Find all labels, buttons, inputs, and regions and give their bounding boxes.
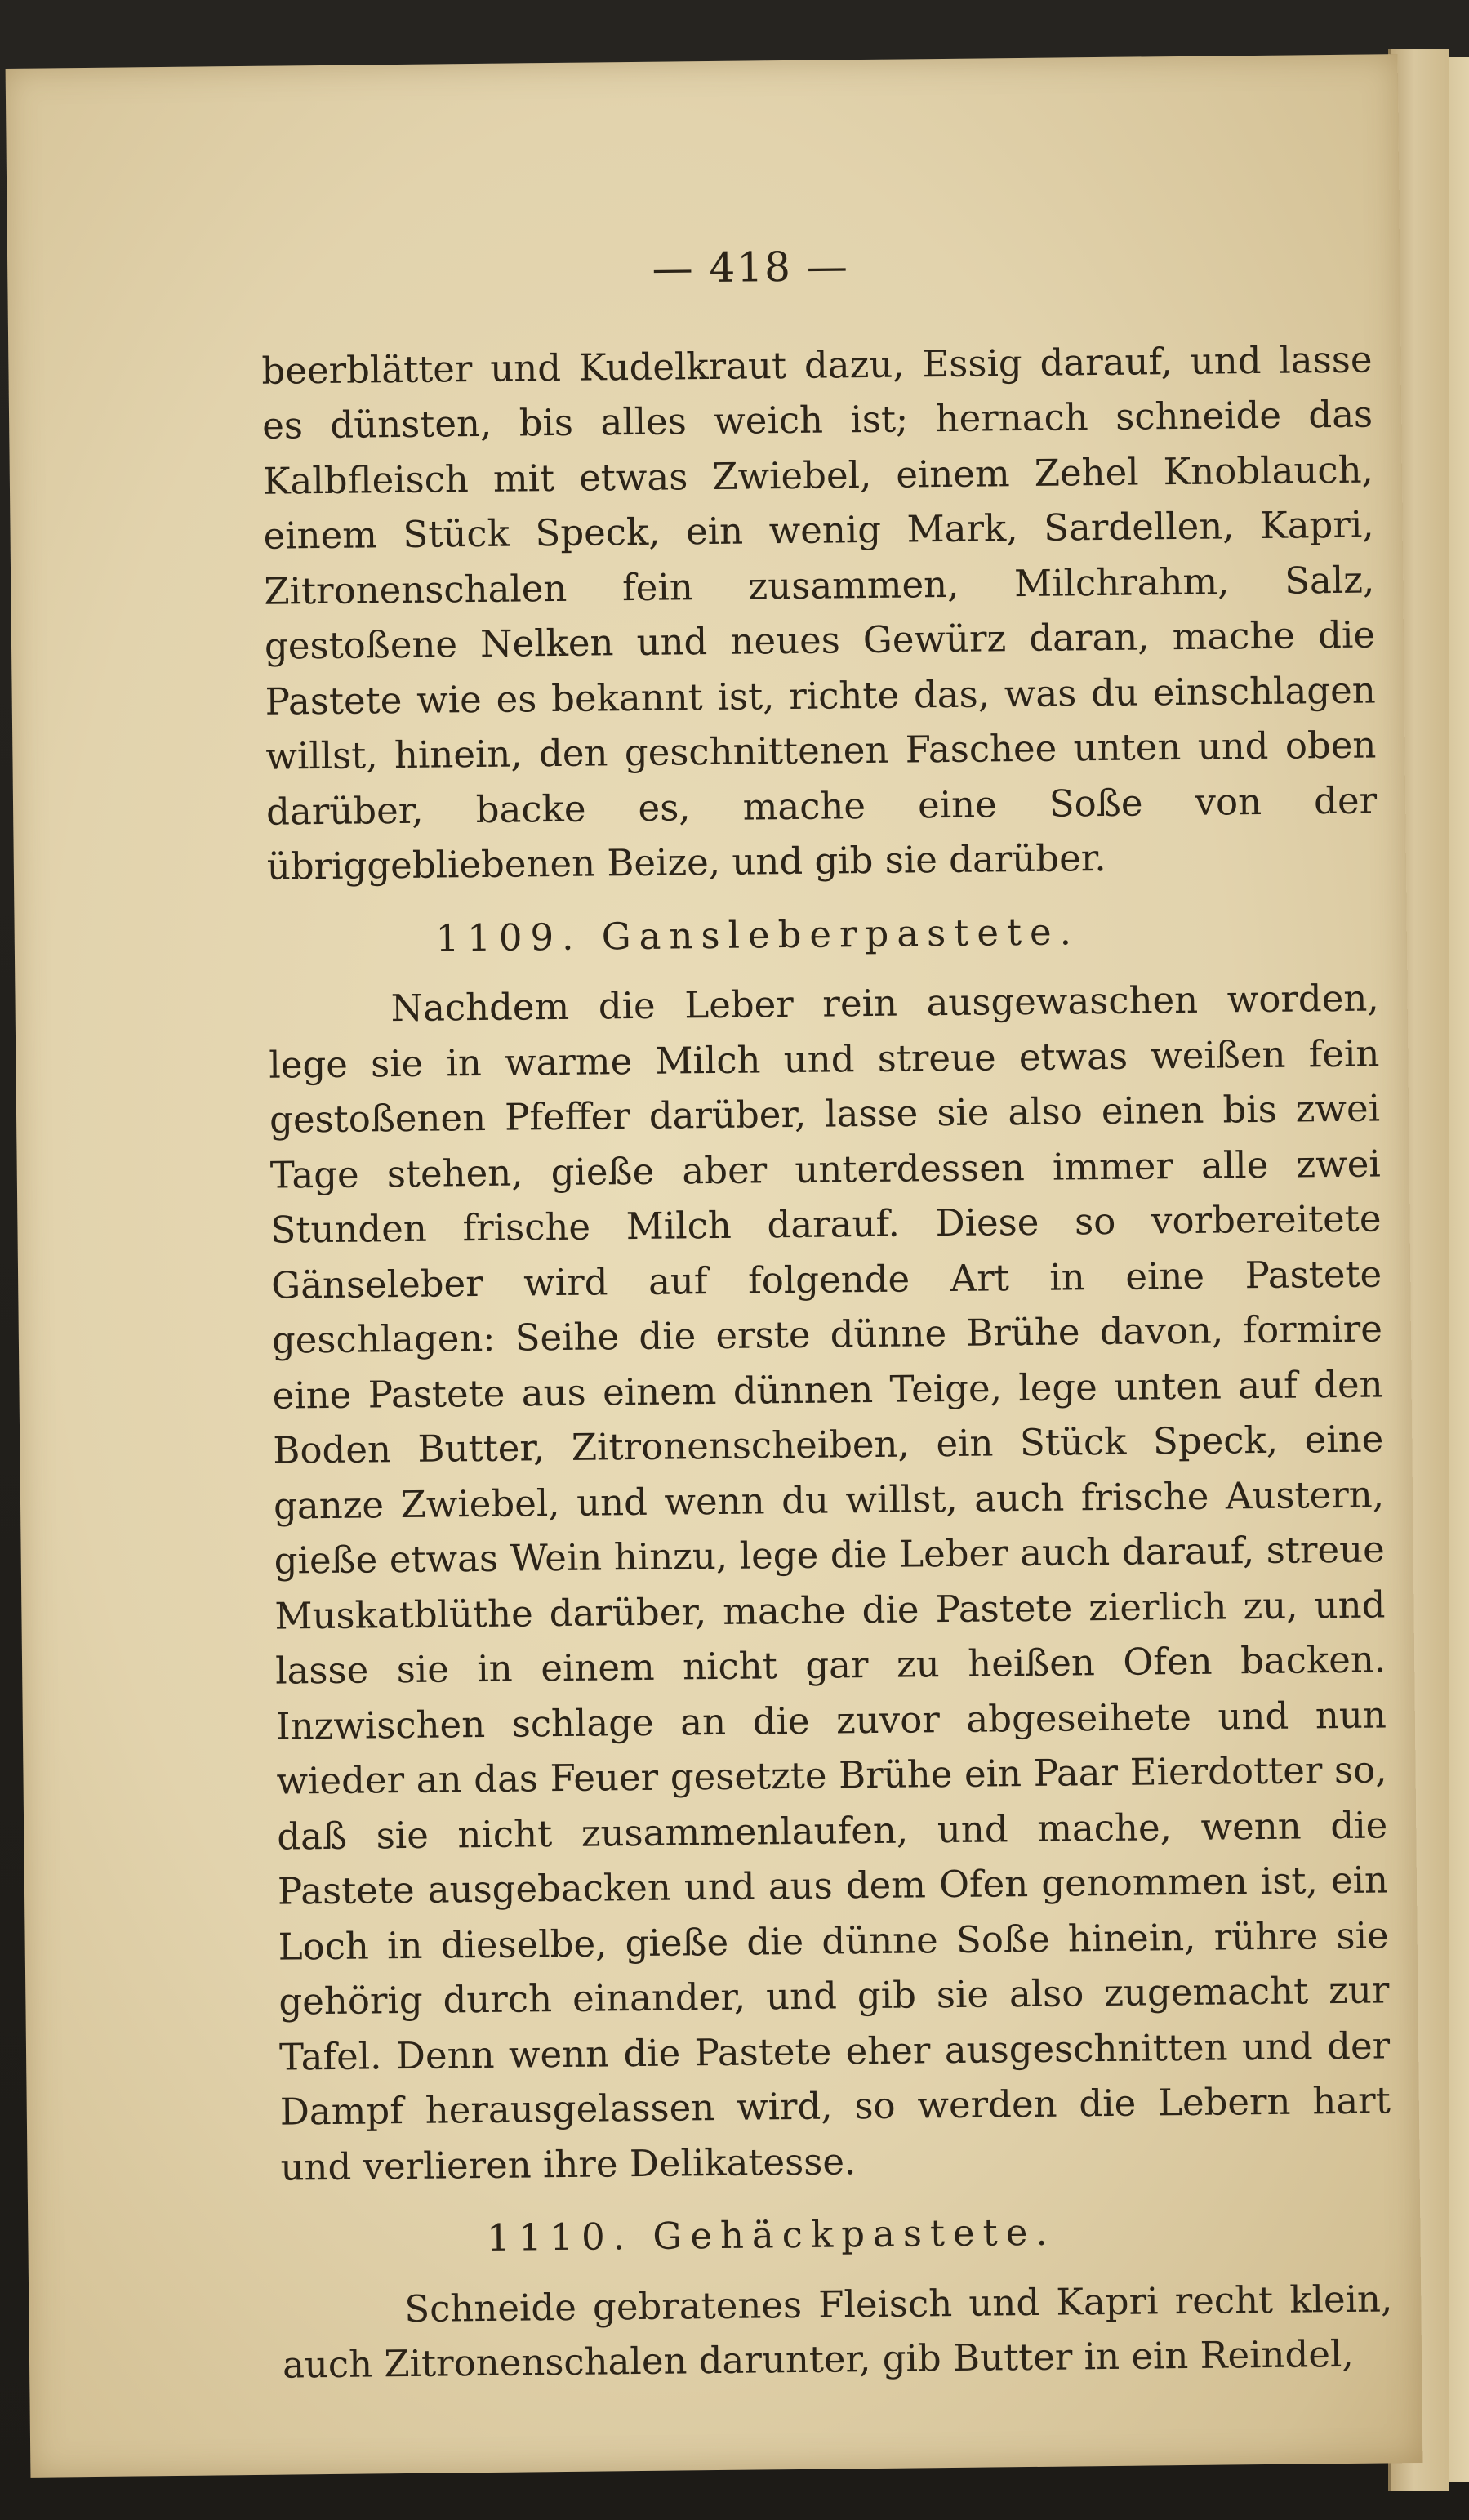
recipe-heading-1110: 1110. Gehäckpastete.: [486, 2210, 1056, 2260]
intro-paragraph: beerblätter und Kudelkraut dazu, Essig darauf, und lasse es dünsten, bis alles weich ist; hernach schneide das Kalbfleisch mit etwas Zwiebel, einem Zehel Knoblauch, einem Stück Speck, ein wenig Mark, Sardellen, Kapri, Zitronenschalen fein zusammen, Milchrahm, Salz, gestoßene Nelken und neues Gewürz daran, mache die Pastete wie es bekannt ist, richte das, was du einschlagen willst, hinein, den geschnittenen Faschee unten und oben darüber, backe es, mache eine Soße von der übriggebliebenen Beize, und gib sie darüber.: [261, 337, 1378, 888]
recipe-text-1110: Schneide gebratenes Fleisch und Kapri recht klein, auch Zitronenschalen darunter, gib Butter in ein Reindel,: [282, 2276, 1393, 2387]
page-text-block: [260, 234, 1393, 2393]
recipe-heading-1109: 1109. Gansleberpastete.: [435, 909, 1080, 960]
book-page: [6, 54, 1423, 2478]
recipe-text-1109: Nachdem die Leber rein ausgewaschen worden, lege sie in warme Milch und streue etwas weißen fein gestoßenen Pfeffer darüber, lasse sie also einen bis zwei Tage stehen, gieße aber unterdessen immer alle zwei Stunden frische Milch darauf. Diese so vorbereitete Gänseleber wird auf folgende Art in eine Pastete geschlagen: Seihe die erste dünne Brühe davon, formire eine Pastete aus einem dünnen Teige, lege unten auf den Boden Butter, Zitronenscheiben, ein Stück Speck, eine ganze Zwiebel, und wenn du willst, auch frische Austern, gieße etwas Wein hinzu, lege die Leber auch darauf, streue Muskatblüthe darüber, mache die Pastete zierlich zu, und lasse sie in einem nicht gar zu heißen Ofen backen. Inzwischen schlage an die zuvor abgeseihete und nun wieder an das Feuer gesetzte Brühe ein Paar Eierdotter so, daß sie nicht zusammenlaufen, und mache, wenn die Pastete ausgebacken und aus dem Ofen genommen ist, ein Loch in dieselbe, gieße die dünne Soße hinein, rühre sie gehörig durch einander, und gib sie also zugemacht zur Tafel. Denn wenn die Pastete eher ausgeschnitten und der Dampf herausgelassen wird, so werden die Lebern hart und verlieren ihre Delikatesse.: [269, 976, 1391, 2189]
page-number: — 418 —: [652, 243, 850, 292]
